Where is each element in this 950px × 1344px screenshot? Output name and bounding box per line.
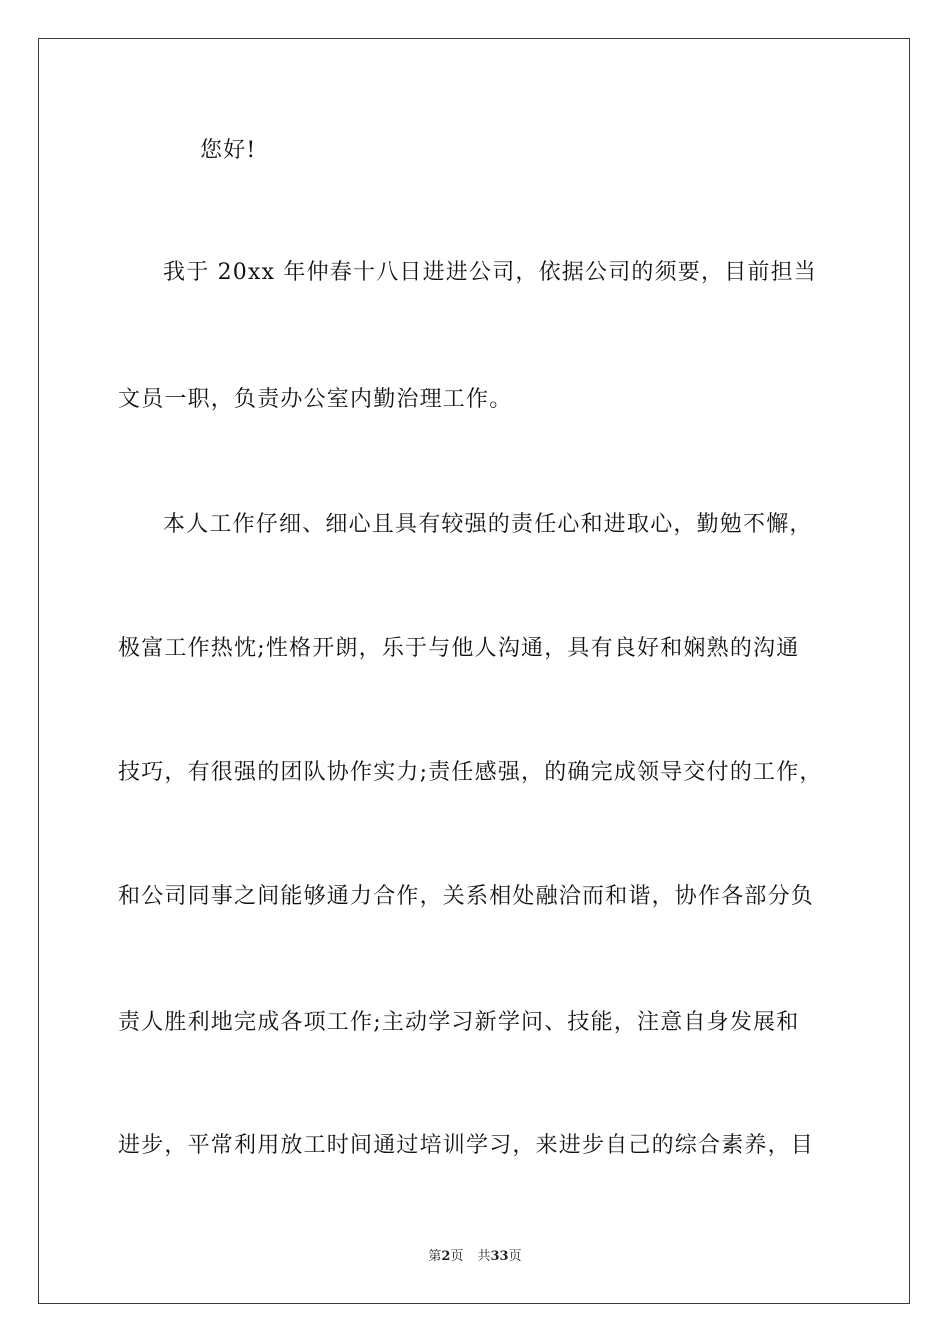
paragraph-line-1: 我于 20xx 年仲春十八日进进公司，依据公司的须要，目前担当 (163, 260, 817, 285)
paragraph-line-8: 进步，平常利用放工时间通过培训学习，来进步自己的综合素养，目 (118, 1133, 815, 1158)
page-suffix: 页 (450, 1249, 464, 1264)
paragraph-line-5: 技巧，有很强的团队协作实力;责任感强，的确完成领导交付的工作， (118, 760, 823, 785)
page-footer (0, 1248, 950, 1266)
page-border (38, 38, 910, 1304)
paragraph-line-4: 极富工作热忱;性格开朗，乐于与他人沟通，具有良好和娴熟的沟通 (118, 636, 800, 661)
total-suffix: 页 (508, 1249, 522, 1264)
current-page-number: 2 (441, 1249, 451, 1264)
page-prefix: 第 (428, 1249, 442, 1264)
paragraph-line-7: 责人胜利地完成各项工作;主动学习新学问、技能，注意自身发展和 (118, 1010, 800, 1035)
paragraph-line-6: 和公司同事之间能够通力合作，关系相处融洽而和谐，协作各部分负 (118, 884, 815, 909)
paragraph-line-2: 文员一职，负责办公室内勤治理工作。 (118, 387, 513, 412)
total-page-count: 33 (490, 1249, 509, 1264)
total-prefix: 共 (477, 1249, 491, 1264)
greeting-text: 您好! (200, 138, 257, 163)
paragraph-line-3: 本人工作仔细、细心且具有较强的责任心和进取心，勤勉不懈， (163, 512, 813, 537)
